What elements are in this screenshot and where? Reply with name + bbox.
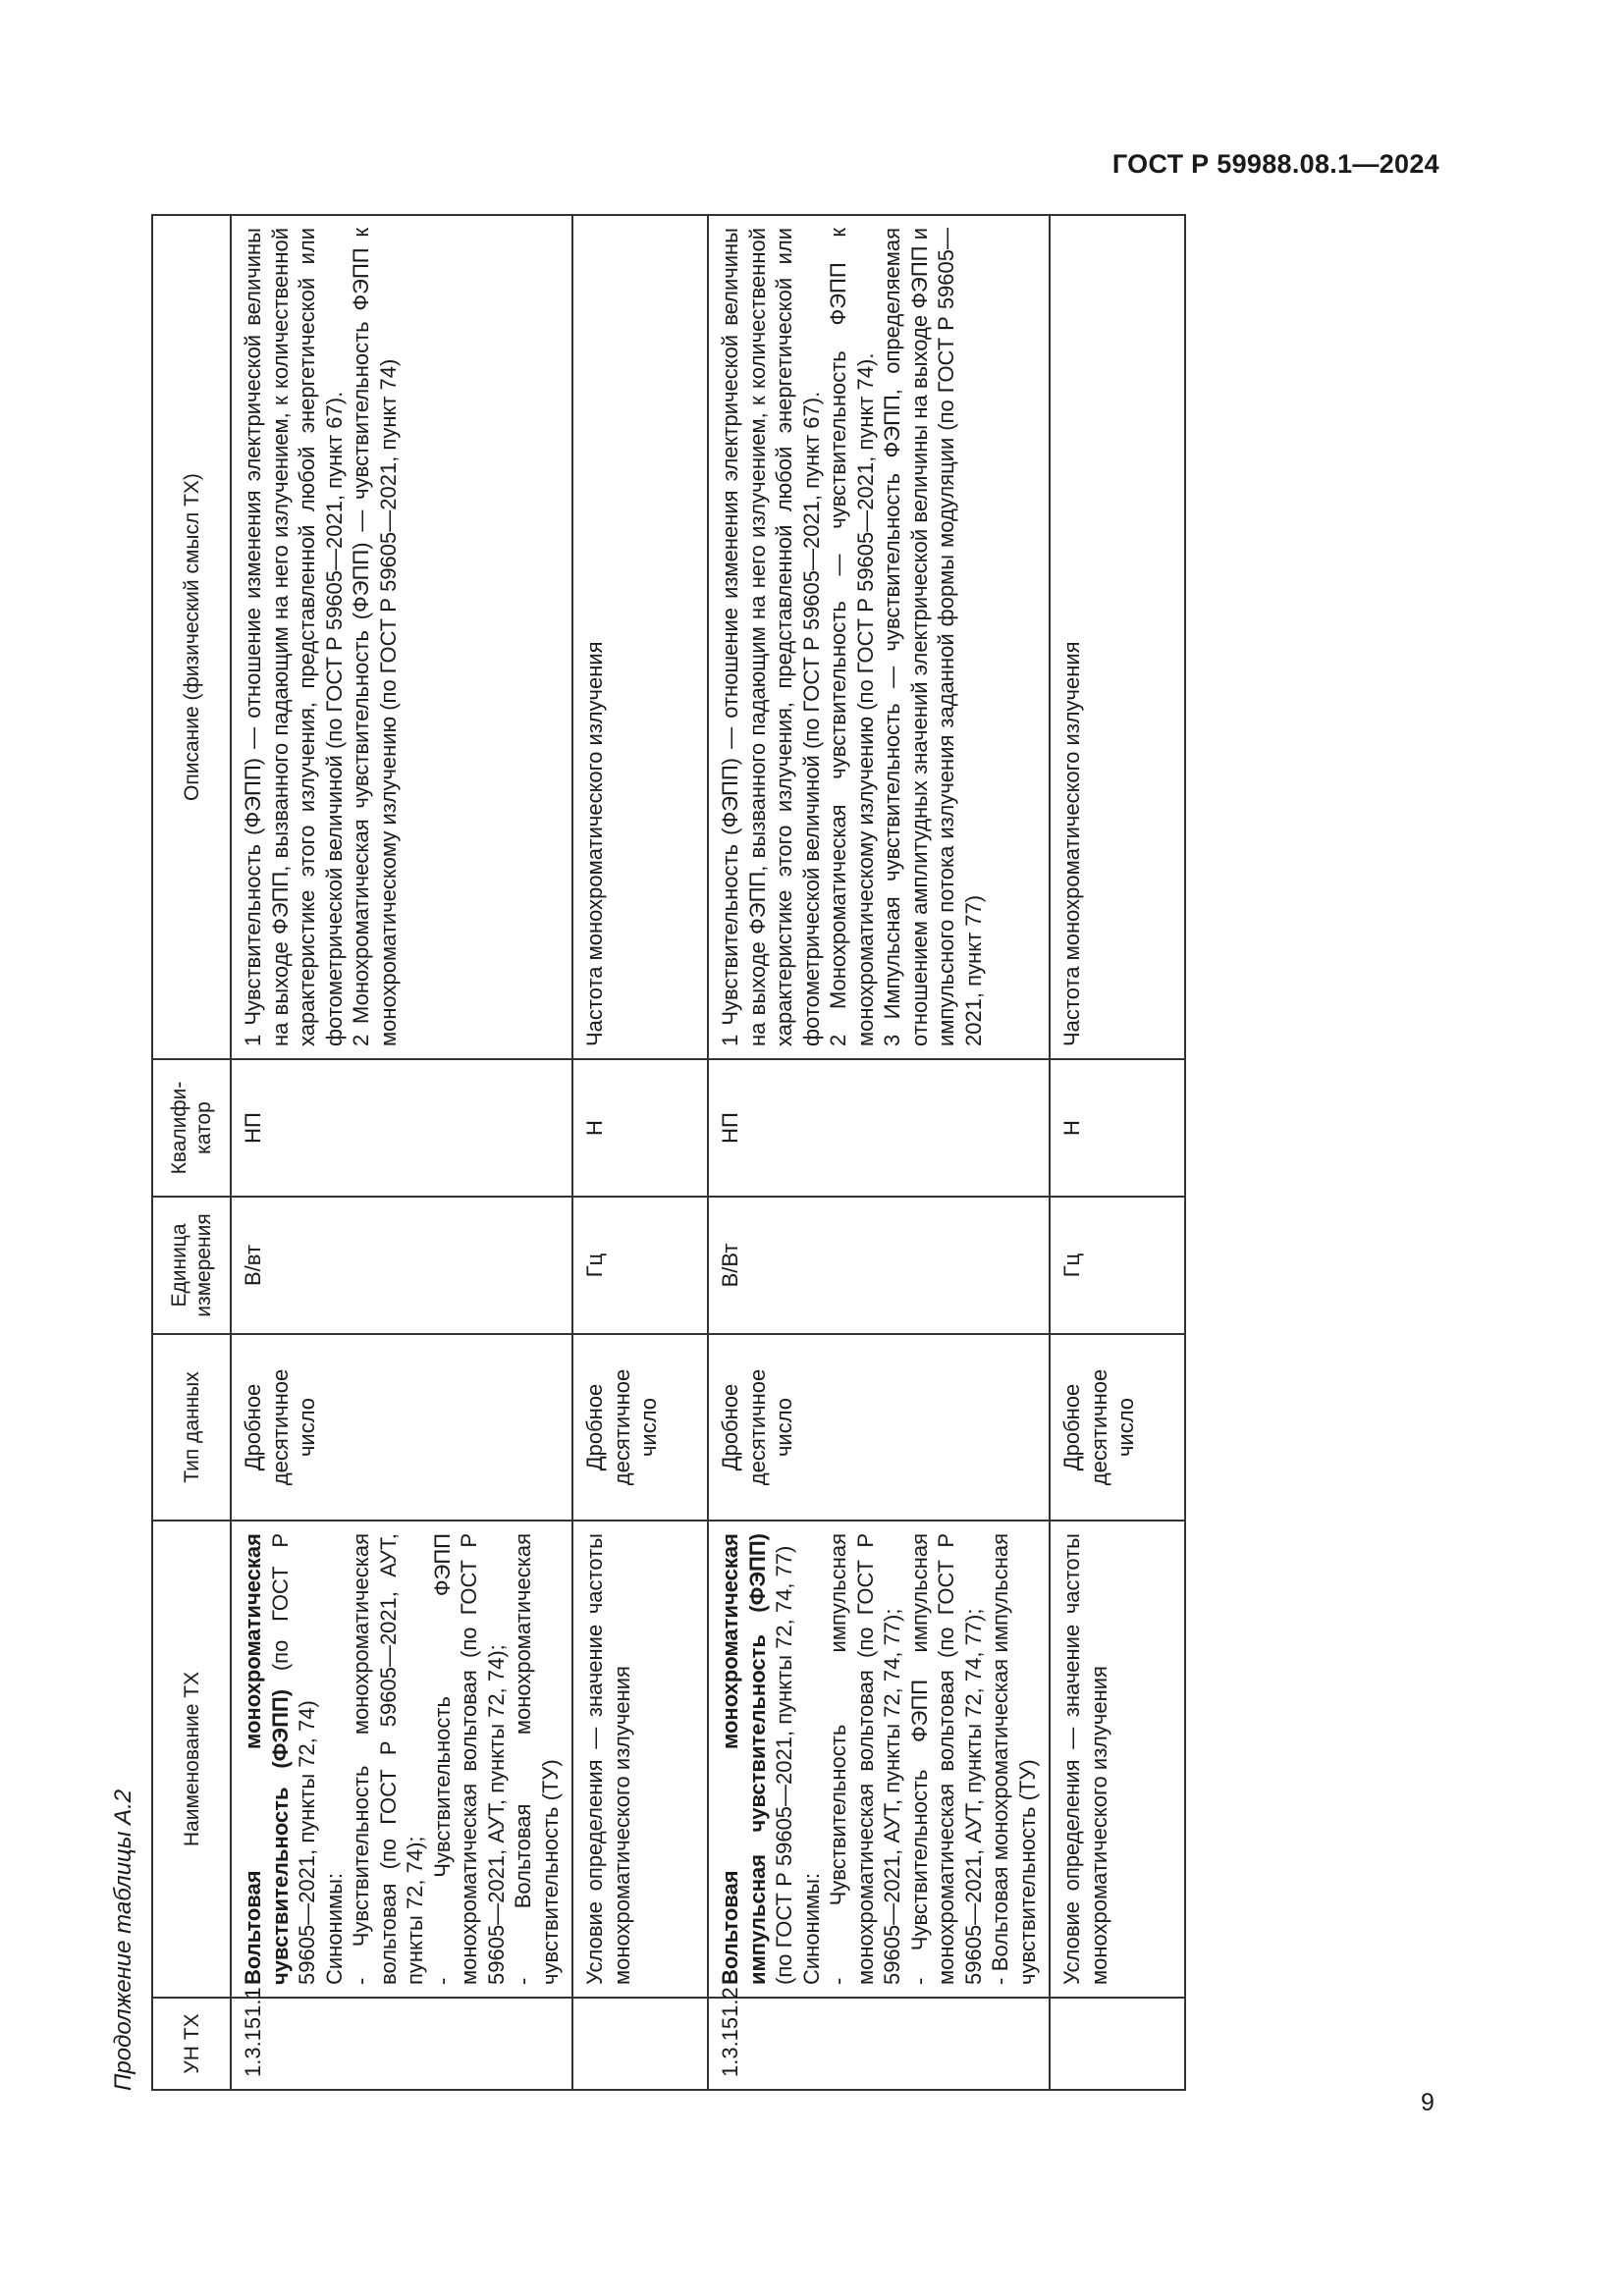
cell-unit: Гц: [1050, 1197, 1185, 1334]
cell-qualifier: Н: [572, 1059, 708, 1197]
table-row: [231, 215, 572, 2090]
cell-code: 1.3.151.1: [231, 1998, 572, 2090]
synonym-item: - Вольтовая монохроматическая чувствительность (ТУ): [511, 1533, 563, 1985]
table-row: [572, 215, 708, 2090]
cell-code: 1.3.151.2: [708, 1998, 1050, 2090]
synonym-item: - Чувствительность ФЭПП монохроматическая вольтовая (по ГОСТ Р 59605—2021, АУТ, пункты 72, 74);: [429, 1533, 509, 1985]
cell-type: Дробное десятичное число: [231, 1334, 572, 1521]
cell-name: [708, 1521, 1050, 1998]
cell-unit: В/Вт: [708, 1197, 1050, 1334]
cell-unit: В/вт: [231, 1197, 572, 1334]
characteristics-table: [151, 214, 1186, 2091]
cell-description: [231, 215, 572, 1059]
synonym-item: - Чувствительность монохроматическая вольтовая (по ГОСТ Р 59605—2021, АУТ, пункты 72, 74);: [349, 1533, 427, 1985]
document-code: ГОСТ Р 59988.08.1—2024: [1111, 149, 1439, 179]
cell-description: [1050, 215, 1185, 1059]
description-item: 2 Монохроматическая чувствительность — чувствительность ФЭПП к монохроматическому излучению (по ГОСТ Р 59605—2021, пункт 74).: [826, 228, 878, 1046]
cell-description: [708, 215, 1050, 1059]
synonyms-title: Синонимы:: [321, 1872, 347, 1985]
table-caption: Продолжение таблицы А.2: [110, 1789, 136, 2091]
col-header-name: Наименование ТХ: [152, 1521, 231, 1998]
cell-name: Условие определения — значение частоты монохроматического излучения: [572, 1521, 708, 1998]
table-row: [708, 215, 1050, 2090]
synonyms-title: Синонимы:: [798, 1872, 824, 1985]
name-rest: (по ГОСТ Р 59605—2021, пункты 72, 74): [267, 1532, 319, 1985]
col-header-unit: Единица измерения: [152, 1197, 231, 1334]
description-item: 3 Импульсная чувствительность — чувствительность ФЭПП, определяемая отношением амплитудных значений электрической величины на выходе ФЭПП и импульсного потока излучения заданной формы модуляции (по ГОСТ Р 59605—2021, пункт 77): [880, 228, 986, 1046]
name-bold: Вольтовая монохроматическая импульсная чувствительность (ФЭПП): [718, 1533, 770, 1985]
col-header-description: Описание (физический смысл ТХ): [152, 215, 231, 1059]
col-header-type: Тип данных: [152, 1334, 231, 1521]
page-number: 9: [1421, 2089, 1435, 2116]
synonym-item: - Чувствительность ФЭПП импульсная монохроматическая вольтовая (по ГОСТ Р 59605—2021, АУТ, пункты 72, 74, 77);: [906, 1533, 986, 1985]
cell-type: Дробное десятичное число: [572, 1334, 708, 1521]
name-bold: Вольтовая монохроматическая чувствительность (ФЭПП): [241, 1533, 293, 1985]
cell-code: [572, 1998, 708, 2090]
rotated-table-block: [110, 216, 1269, 2091]
cell-name: Условие определения — значение частоты монохроматического излучения: [1050, 1521, 1185, 1998]
cell-qualifier: Н: [1050, 1059, 1185, 1197]
cell-qualifier: НП: [231, 1059, 572, 1197]
cell-type: Дробное десятичное число: [708, 1334, 1050, 1521]
table-header-row: [152, 215, 231, 2090]
table-row: [1050, 215, 1185, 2090]
cell-description: [572, 215, 708, 1059]
cell-code: [1050, 1998, 1185, 2090]
col-header-qualifier: Квалифи-катор: [152, 1059, 231, 1197]
description-item: 2 Монохроматическая чувствительность (ФЭПП) — чувствительность ФЭПП к монохроматическому излучению (по ГОСТ Р 59605—2021, пункт 74): [349, 228, 401, 1046]
description-item: Частота монохроматического излучения: [1059, 641, 1084, 1046]
synonym-item: - Вольтовая монохроматическая импульсная чувствительность (ТУ): [988, 1533, 1040, 1985]
name-rest: (по ГОСТ Р 59605—2021, пункты 72, 74, 77): [772, 1545, 796, 1985]
description-item: 1 Чувствительность (ФЭПП) — отношение изменения электрической величины на выходе ФЭПП, вызванного падающим на него излучением, к количественной характеристике этого излучения, представленной любой энергетической или фотометрической величиной (по ГОСТ Р 59605—2021, пункт 67).: [718, 228, 824, 1046]
cell-type: Дробное десятичное число: [1050, 1334, 1185, 1521]
col-header-code: УН ТХ: [152, 1998, 231, 2090]
cell-unit: Гц: [572, 1197, 708, 1334]
synonym-item: - Чувствительность импульсная монохроматическая вольтовая (по ГОСТ Р 59605—2021, АУТ, пункты 72, 74, 77);: [826, 1533, 904, 1985]
description-item: Частота монохроматического излучения: [582, 641, 607, 1046]
cell-qualifier: НП: [708, 1059, 1050, 1197]
description-item: 1 Чувствительность (ФЭПП) — отношение изменения электрической величины на выходе ФЭПП, вызванного падающим на него излучением, к количественной характеристике этого излучения, представленной любой энергетической или фотометрической величиной (по ГОСТ Р 59605—2021, пункт 67).: [241, 228, 347, 1046]
cell-name: [231, 1521, 572, 1998]
